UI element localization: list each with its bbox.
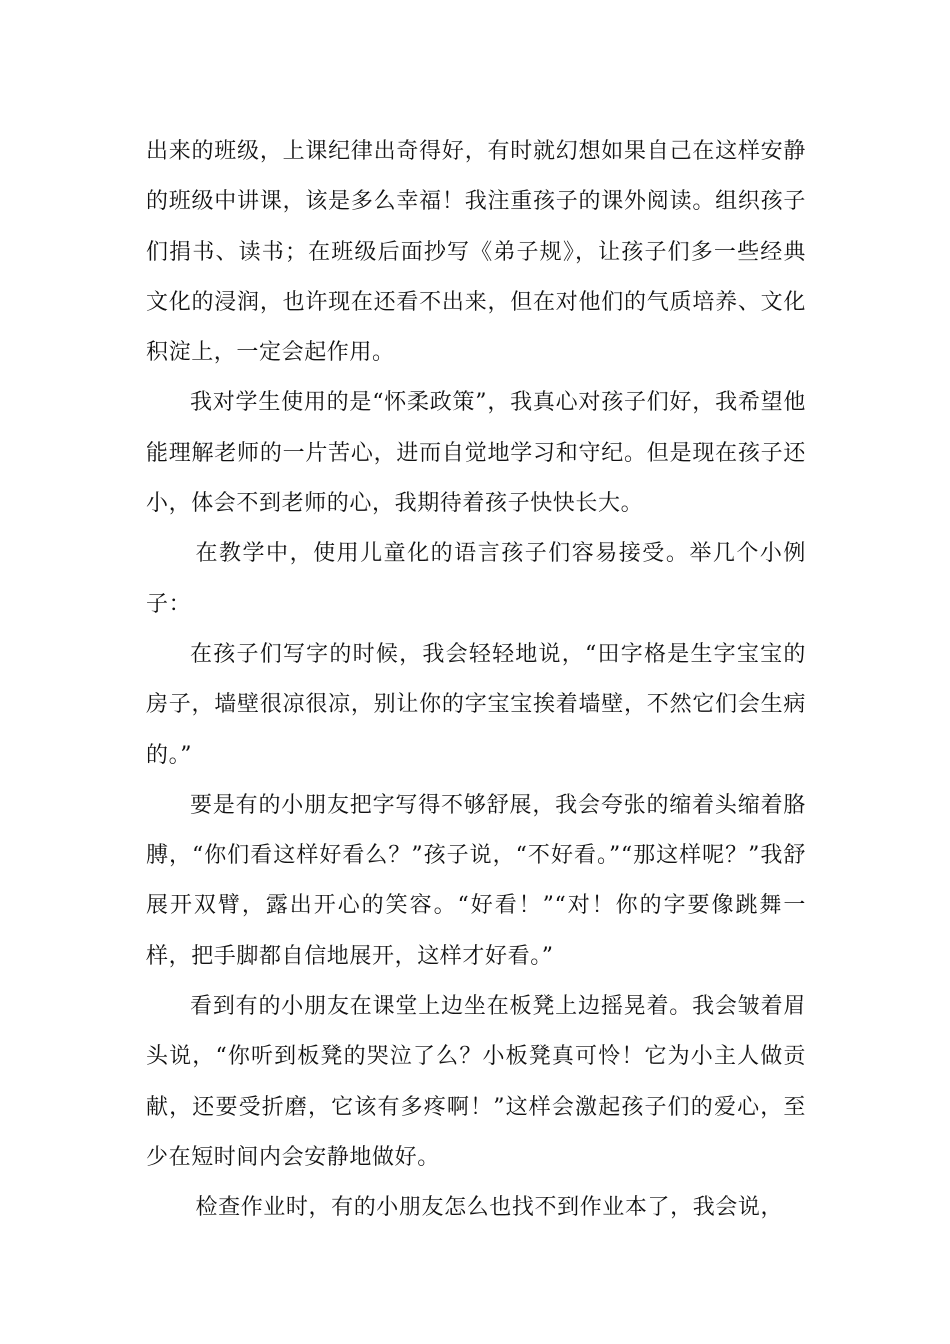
paragraph-6: 看到有的小朋友在课堂上边坐在板凳上边摇晃着。我会皱着眉头说，“你听到板凳的哭泣了么？小板凳真可怜！它为小主人做贡献，还要受折磨，它该有多疼啊！”这样会激起孩子们的爱心，至少在短时间内会安静地做好。 xyxy=(146,994,806,1170)
paragraph-4: 在孩子们写字的时候，我会轻轻地说，“田字格是生字宝宝的房子，墙壁很凉很凉，别让你的字宝宝挨着墙壁，不然它们会生病的。” xyxy=(146,641,806,768)
document-body xyxy=(146,127,806,1234)
paragraph-5: 要是有的小朋友把字写得不够舒展，我会夸张的缩着头缩着胳膊，“你们看这样好看么？”孩子说，“不好看。”“那这样呢？”我舒展开双臂，露出开心的笑容。“好看！”“对！你的字要像跳舞一样，把手脚都自信地展开，这样才好看。” xyxy=(146,792,806,969)
paragraph-2: 我对学生使用的是“怀柔政策”，我真心对孩子们好，我希望他能理解老师的一片苦心，进而自觉地学习和守纪。但是现在孩子还小，体会不到老师的心，我期待着孩子快快长大。 xyxy=(146,390,806,517)
paragraph-7: 检查作业时，有的小朋友怎么也找不到作业本了，我会说， xyxy=(195,1195,784,1221)
paragraph-3: 在教学中，使用儿童化的语言孩子们容易接受。举几个小例子： xyxy=(146,541,806,617)
paragraph-1: 出来的班级，上课纪律出奇得好，有时就幻想如果自己在这样安静的班级中讲课，该是多么幸福！我注重孩子的课外阅读。组织孩子们捐书、读书；在班级后面抄写《弟子规》，让孩子们多一些经典文化的浸润，也许现在还看不出来，但在对他们的气质培养、文化积淀上，一定会起作用。 xyxy=(146,139,806,366)
